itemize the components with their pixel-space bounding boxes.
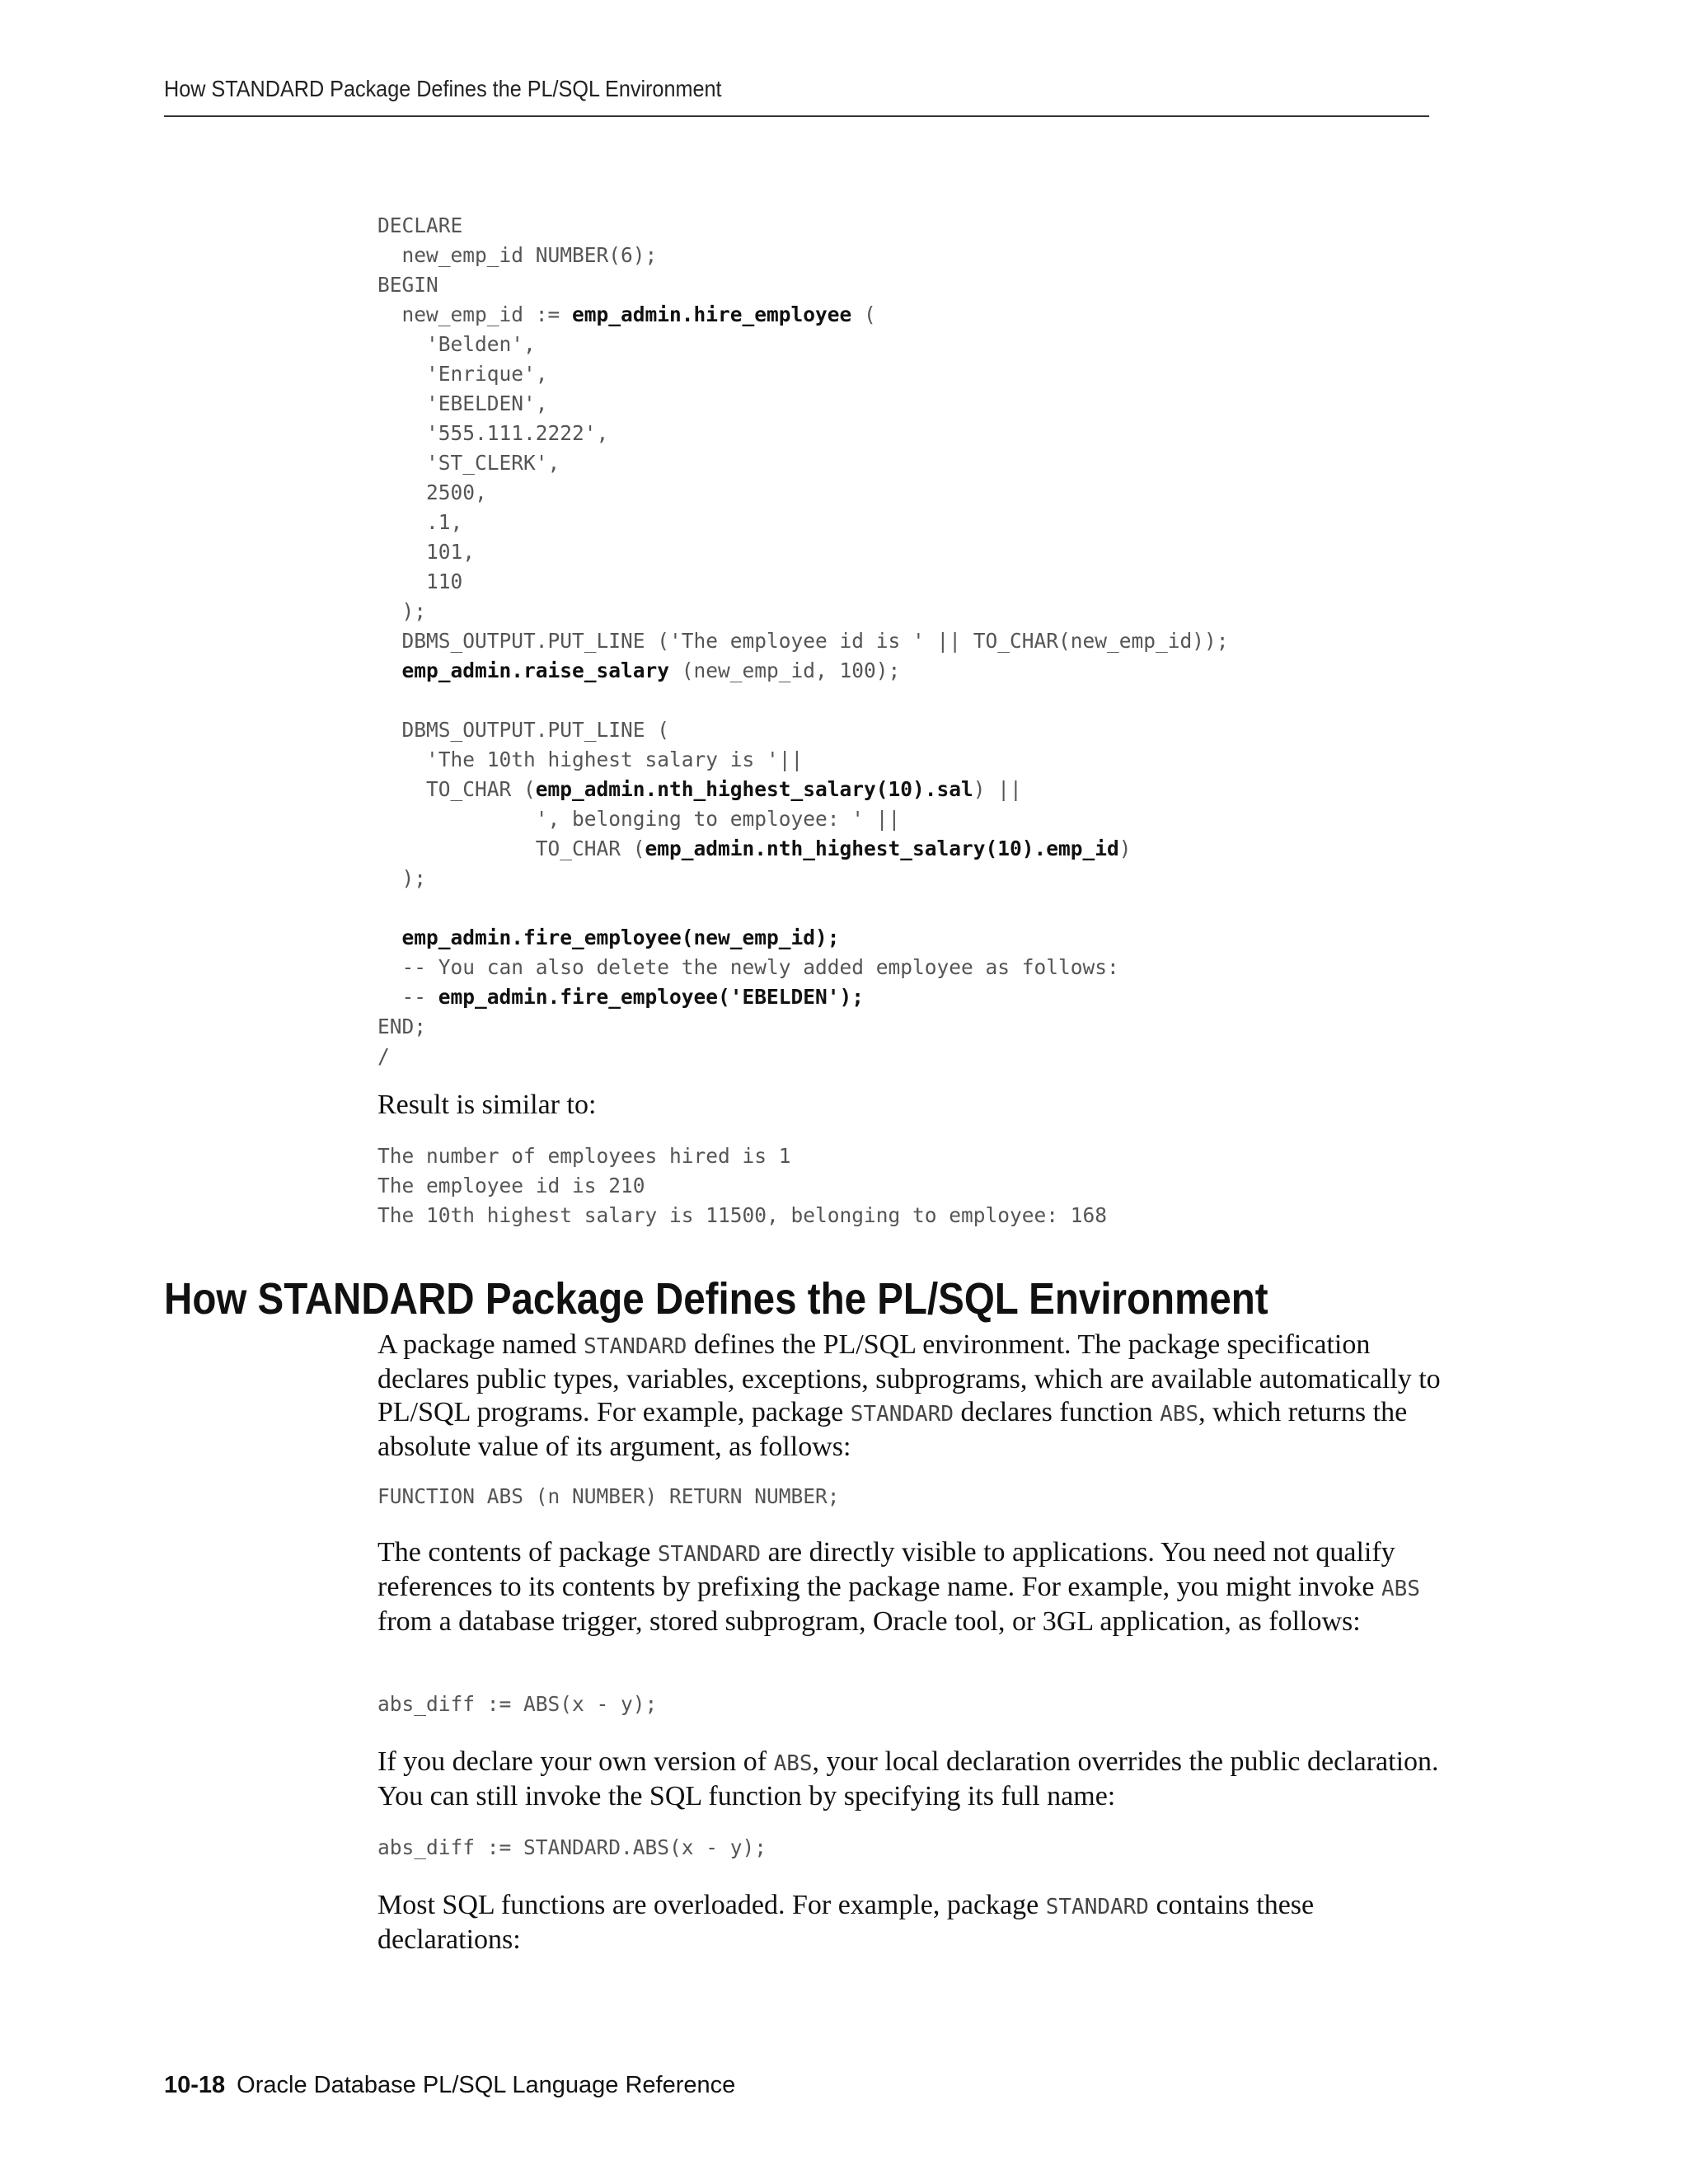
code-segment: TO_CHAR ( [377,777,536,801]
code-segment: The 10th highest salary is 11500, belonging to employee: 168 [377,1203,1108,1227]
code-segment: 'Enrique', [377,362,548,386]
code-line [377,359,1229,389]
code-segment: DECLARE [377,213,463,237]
code-segment: DBMS_OUTPUT.PUT_LINE ( [377,718,670,742]
code-segment: 'The 10th highest salary is '|| [377,748,804,771]
code-line [377,775,1229,804]
code-line [377,686,1229,715]
code-line [377,923,1229,953]
code-segment: DBMS_OUTPUT.PUT_LINE ('The employee id is ' || TO_CHAR(new_emp_id)); [377,629,1229,653]
code-segment: ', belonging to employee: ' || [377,807,901,831]
code-segment: ( [851,302,876,326]
code-line [377,537,1229,567]
text-segment: Most SQL functions are overloaded. For example, package [377,1890,1046,1920]
text-segment: The contents of package [377,1537,658,1568]
code-segment: TO_CHAR ( [377,837,645,860]
code-bold-segment: emp_admin.fire_employee('EBELDEN'); [438,985,865,1009]
code-line [377,804,1229,834]
inline-code: STANDARD [584,1334,687,1359]
header-divider [164,115,1429,117]
code-segment: 2500, [377,480,487,504]
section-heading: How STANDARD Package Defines the PL/SQL Environment [164,1274,1268,1324]
paragraph-overloaded [377,1889,1441,1957]
code-segment: abs_diff := ABS(x - y); [377,1692,658,1716]
inline-code: STANDARD [1045,1895,1149,1919]
page-footer [164,2072,735,2099]
code-segment: .1, [377,510,463,534]
code-line [377,478,1229,508]
code-segment: -- [377,985,438,1009]
code-line [377,1042,1229,1071]
code-segment: FUNCTION ABS (n NUMBER) RETURN NUMBER; [377,1484,840,1508]
text-segment: are directly visible to applications. You need not qualify references to its contents by prefixing the package name. For example, you might invoke [377,1537,1395,1602]
code-line [377,508,1229,537]
code-segment: / [377,1044,390,1068]
code-segment: new_emp_id := [377,302,573,326]
code-bold-segment: emp_admin.raise_salary [401,658,670,682]
code-segment: ) [1118,837,1132,860]
code-line [377,330,1229,359]
code-segment: END; [377,1015,427,1038]
code-line [377,953,1229,982]
code-line [377,1690,657,1719]
code-line [377,211,1229,241]
code-line [377,626,1229,656]
text-segment: , your local declaration overrides the public declaration. You can still invoke the SQL function by specifying its full name: [377,1746,1439,1811]
code-segment: '555.111.2222', [377,421,609,445]
code-block-result-output [377,1141,1107,1230]
code-line [377,834,1229,864]
inline-code: ABS [1160,1402,1199,1427]
code-line [377,389,1229,419]
code-segment: ) || [973,777,1022,801]
code-line [377,567,1229,597]
code-segment [377,658,402,682]
code-line [377,715,1229,745]
code-bold-segment: emp_admin.nth_highest_salary(10).emp_id [645,837,1119,860]
code-line [377,1171,1107,1201]
code-segment: 110 [377,569,463,593]
page-number: 10-18 [164,2072,226,2098]
code-bold-segment: emp_admin.nth_highest_salary(10).sal [535,777,973,801]
code-segment: abs_diff := STANDARD.ABS(x - y); [377,1835,767,1859]
code-line [377,597,1229,626]
text-segment: from a database trigger, stored subprogram, Oracle tool, or 3GL application, as follows: [377,1606,1361,1637]
code-standard-abs [377,1833,767,1863]
inline-code: STANDARD [657,1542,762,1567]
code-abs-diff [377,1690,657,1719]
code-line [377,1482,840,1511]
running-header: How STANDARD Package Defines the PL/SQL Environment [164,76,722,101]
code-line [377,270,1229,300]
paragraph-standard-visibility [377,1536,1441,1638]
code-segment: ); [377,866,427,890]
code-line [377,1141,1107,1171]
text-segment: A package named [377,1329,584,1360]
text-segment: declares function [954,1397,1160,1427]
code-segment: (new_emp_id, 100); [669,658,901,682]
code-segment: ); [377,599,427,623]
code-segment: 'EBELDEN', [377,391,548,415]
code-segment: -- You can also delete the newly added employee as follows: [377,955,1119,979]
code-segment: new_emp_id NUMBER(6); [377,243,658,267]
text-segment: , which returns the absolute value of its argument, as follows: [377,1397,1408,1462]
code-line [377,1201,1107,1230]
inline-code: STANDARD [850,1402,954,1427]
paragraph-standard-intro [377,1329,1441,1464]
code-abs-declaration [377,1482,840,1511]
book-title: Oracle Database PL/SQL Language Reference [237,2072,736,2098]
inline-code: ABS [1381,1577,1420,1601]
code-segment: BEGIN [377,273,438,297]
result-intro: Result is similar to: [377,1090,597,1120]
code-line [377,893,1229,923]
code-line [377,419,1229,448]
code-bold-segment: emp_admin.hire_employee [572,302,852,326]
code-segment: 101, [377,540,476,564]
code-line [377,1833,767,1863]
text-segment: defines the PL/SQL environment. The package specification declares public types, variables, exceptions, subprograms, which are available automatically to PL/SQL programs. For example, package [377,1329,1441,1427]
code-line [377,241,1229,270]
code-segment [377,926,402,949]
code-segment: 'ST_CLERK', [377,451,560,475]
paragraph-override [377,1746,1441,1813]
code-line [377,656,1229,686]
code-segment: The employee id is 210 [377,1174,645,1197]
code-line [377,982,1229,1012]
code-line [377,864,1229,893]
code-line [377,745,1229,775]
code-line [377,1012,1229,1042]
text-segment: contains these declarations: [377,1890,1315,1955]
code-segment: 'Belden', [377,332,536,356]
code-line [377,448,1229,478]
code-bold-segment: emp_admin.fire_employee(new_emp_id); [401,926,840,949]
code-block-plsql-example [377,211,1229,1071]
code-segment: The number of employees hired is 1 [377,1144,791,1168]
code-line [377,300,1229,330]
text-segment: If you declare your own version of [377,1746,774,1777]
inline-code: ABS [773,1751,813,1776]
